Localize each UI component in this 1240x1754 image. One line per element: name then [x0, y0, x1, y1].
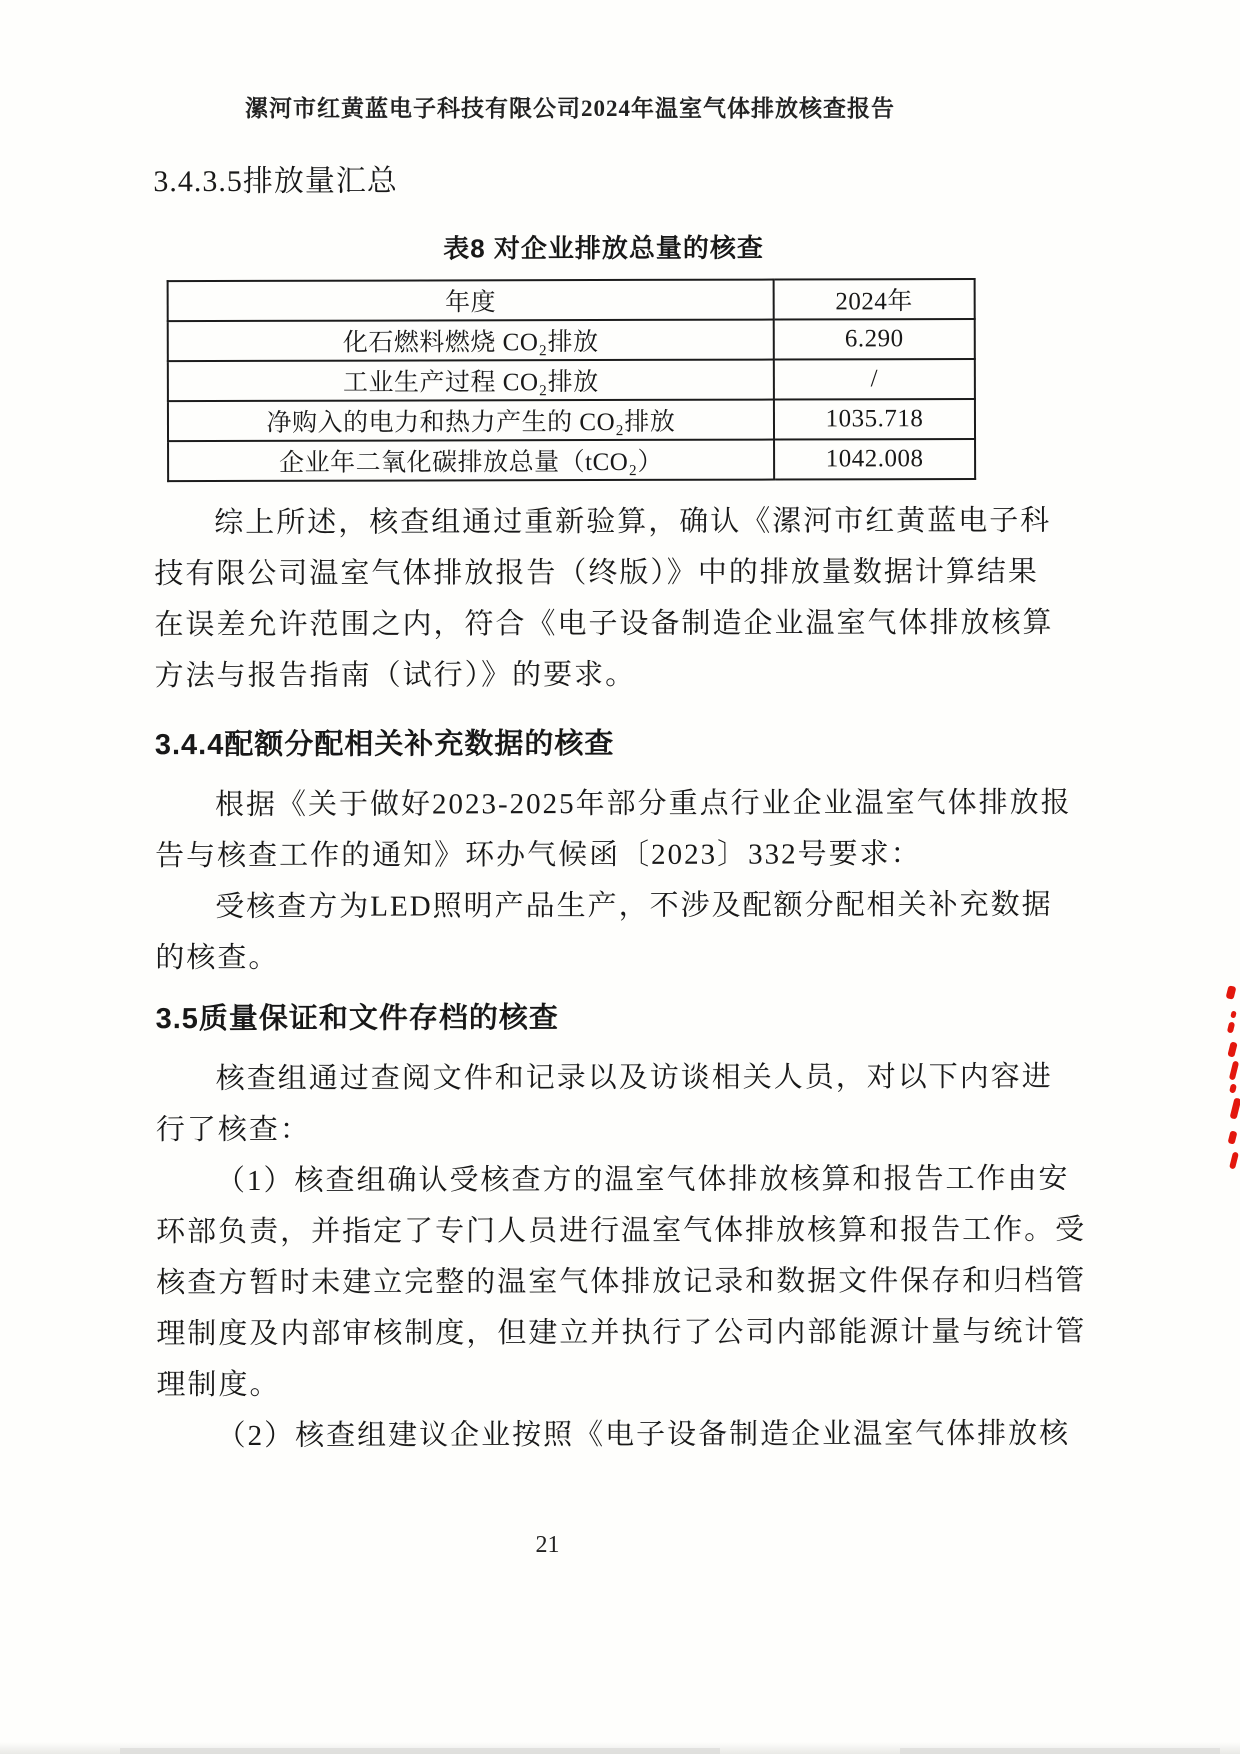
text-line: 根据《关于做好2023-2025年部分重点行业企业温室气体排放报 [214, 786, 1072, 822]
qa-item2-paragraph [157, 1409, 1071, 1462]
table-row [168, 439, 975, 481]
seal-fragment [1226, 985, 1237, 1000]
scan-artifact [120, 1748, 720, 1754]
table-header-year: 年度 [168, 280, 774, 322]
table-header-2024: 2024年 [774, 279, 975, 320]
summary-paragraph [154, 496, 1055, 702]
page-number: 21 [535, 1532, 560, 1558]
seal-fragment [1227, 1021, 1235, 1033]
page-content [153, 161, 1087, 1462]
text-line: 行了核查： [155, 1113, 311, 1147]
text-line: 方法与报告指南（试行）》的要求。 [154, 658, 637, 693]
text-line: （1）核查组确认受核查方的温室气体排放核算和报告工作由安 [215, 1162, 1070, 1198]
document-header-title: 漯河市红黄蓝电子科技有限公司2024年温室气体排放核查报告 [245, 96, 895, 121]
table8-emission-totals [167, 278, 977, 482]
row-label-fossil-fuel: 化石燃料燃烧 CO₂排放 [168, 320, 774, 362]
scan-artifact [900, 1748, 1220, 1754]
seal-fragment [1230, 1097, 1240, 1119]
table-header-row [168, 279, 975, 321]
text-line: 核查方暂时未建立完整的温室气体排放记录和数据文件保存和归档管 [156, 1264, 1087, 1300]
text-line: 受核查方为LED照明产品生产，不涉及配额分配相关补充数据 [215, 888, 1053, 924]
quota-conclusion-paragraph [155, 880, 1055, 984]
section-heading-3-5: 3.5质量保证和文件存档的核查 [155, 1002, 559, 1036]
text-line: （2）核查组建议企业按照《电子设备制造企业温室气体排放核 [216, 1417, 1071, 1453]
table-row [168, 359, 975, 401]
text-line: 告与核查工作的通知》环办气候函〔2023〕332号要求： [155, 838, 922, 873]
row-label-industrial-process: 工业生产过程 CO₂排放 [168, 360, 774, 402]
row-value-annual-total: 1042.008 [774, 439, 975, 480]
qa-intro-paragraph [156, 1052, 1056, 1156]
seal-fragment [1227, 1041, 1237, 1057]
section-heading-3-4-4: 3.4.4配额分配相关补充数据的核查 [154, 727, 615, 762]
table-row [168, 399, 975, 441]
qa-item1-paragraph [156, 1154, 1087, 1411]
row-label-purchased-electricity-heat: 净购入的电力和热力产生的 CO₂排放 [168, 400, 774, 442]
table-row [168, 319, 975, 361]
text-line: 在误差允许范围之内，符合《电子设备制造企业温室气体排放核算 [154, 606, 1054, 642]
row-label-annual-total: 企业年二氧化碳排放总量（tCO₂） [168, 440, 774, 482]
text-line: 的核查。 [155, 941, 280, 975]
section-heading-3-4-3-5: 3.4.3.5排放量汇总 [153, 164, 398, 199]
seal-fragment [1229, 1061, 1239, 1081]
quota-basis-paragraph [155, 778, 1072, 882]
seal-fragment [1230, 1010, 1237, 1018]
text-line: 核查组通过查阅文件和记录以及访谈相关人员，对以下内容进 [215, 1060, 1053, 1096]
row-value-industrial-process: / [774, 359, 975, 400]
text-line: 综上所述，核查组通过重新验算，确认《漯河市红黄蓝电子科 [214, 504, 1052, 540]
row-value-fossil-fuel: 6.290 [774, 319, 975, 360]
seal-fragment [1228, 1130, 1238, 1144]
seal-fragment [1229, 1083, 1237, 1093]
text-line: 环部负责，并指定了专门人员进行温室气体排放核算和报告工作。受 [156, 1213, 1087, 1249]
table8-caption: 表8 对企业排放总量的核查 [443, 232, 764, 264]
text-line: 理制度及内部审核制度，但建立并执行了公司内部能源计量与统计管 [156, 1315, 1087, 1351]
scan-artifact-band [0, 1742, 1240, 1754]
row-value-purchased-electricity-heat: 1035.718 [774, 399, 975, 440]
text-line: 理制度。 [156, 1368, 281, 1402]
seal-fragment [1229, 1152, 1239, 1170]
text-line: 技有限公司温室气体排放报告（终版）》中的排放量数据计算结果 [154, 555, 1039, 591]
